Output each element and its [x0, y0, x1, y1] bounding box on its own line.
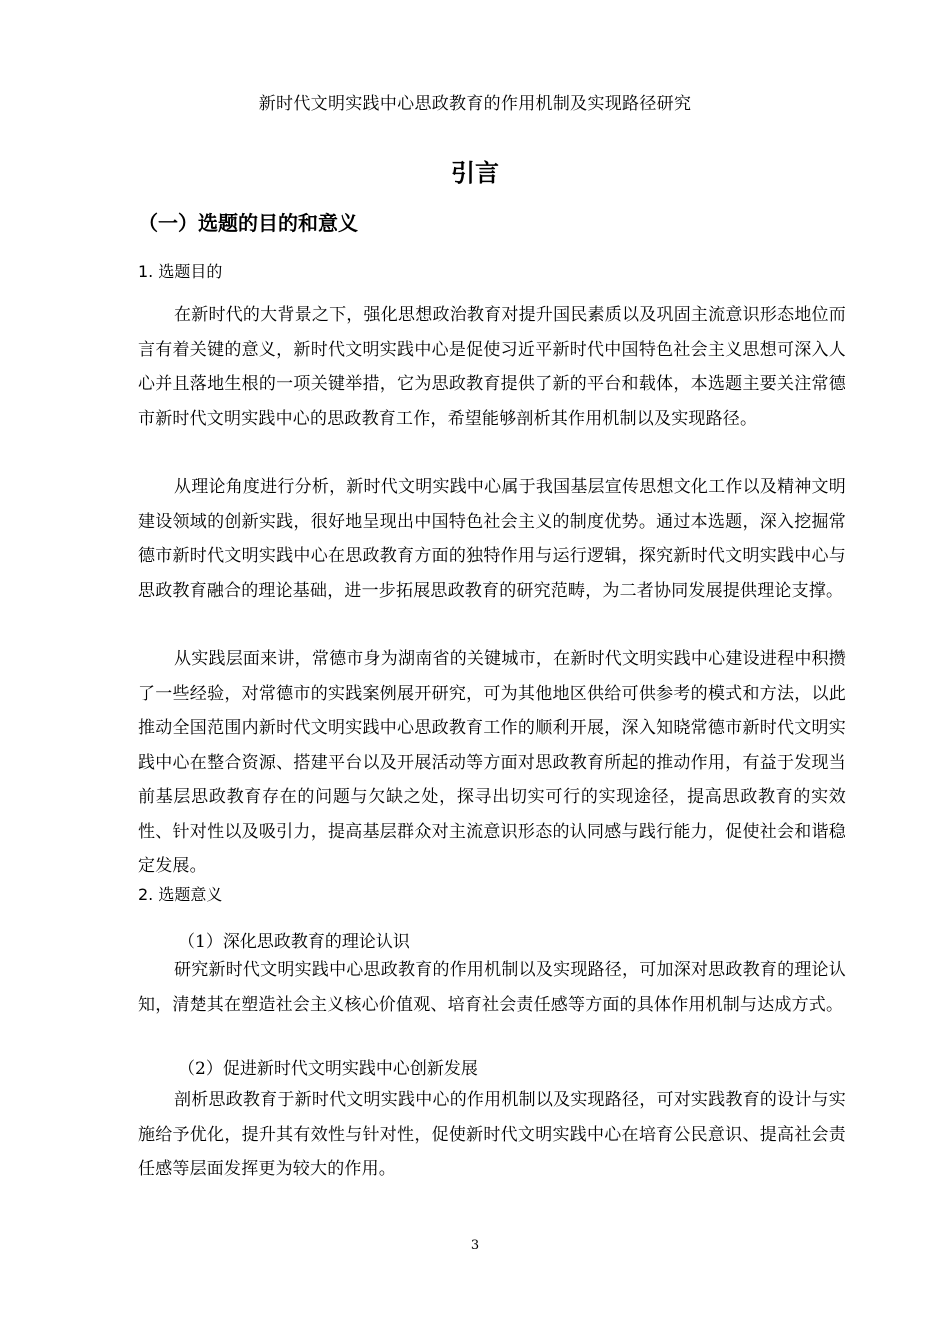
- significance-heading: 2. 选题意义: [138, 885, 223, 904]
- significance-item-2-label: （2）促进新时代文明实践中心创新发展: [178, 1059, 478, 1079]
- purpose-heading: 1. 选题目的: [138, 262, 223, 281]
- purpose-paragraph-3: 从实践层面来讲，常德市身为湖南省的关键城市，在新时代文明实践中心建设进程中积攒了一些经验，对常德市的实践案例展开研究，可为其他地区供给可供参考的模式和方法，以此推动全国范围内新时代文明实践中心思政教育工作的顺利开展，深入知晓常德市新时代文明实践中心在整合资源、搭建平台以及开展活动等方面对思政教育所起的推动作用，有益于发现当前基层思政教育存在的问题与欠缺之处，探寻出切实可行的实现途径，提高思政教育的实效性、针对性以及吸引力，提高基层群众对主流意识形态的认同感与践行能力，促使社会和谐稳定发展。: [138, 649, 846, 876]
- page-number: 3: [470, 1238, 480, 1253]
- purpose-paragraph-2: 从理论角度进行分析，新时代文明实践中心属于我国基层宣传思想文化工作以及精神文明建设领域的创新实践，很好地呈现出中国特色社会主义的制度优势。通过本选题，深入挖掘常德市新时代文明实践中心在思政教育方面的独特作用与运行逻辑，探究新时代文明实践中心与思政教育融合的理论基础，进一步拓展思政教育的研究范畴，为二者协同发展提供理论支撑。: [138, 477, 846, 601]
- chapter-title: 引言: [451, 159, 499, 187]
- significance-item-1-text: 研究新时代文明实践中心思政教育的作用机制以及实现路径，可加深对思政教育的理论认知，清楚其在塑造社会主义核心价值观、培育社会责任感等方面的具体作用机制与达成方式。: [138, 960, 846, 1015]
- significance-item-1-label: （1）深化思政教育的理论认识: [178, 932, 410, 952]
- significance-item-2-text: 剖析思政教育于新时代文明实践中心的作用机制以及实现路径，可对实践教育的设计与实施给予优化，提升其有效性与针对性，促使新时代文明实践中心在培育公民意识、提高社会责任感等层面发挥更为较大的作用。: [138, 1090, 846, 1179]
- purpose-paragraph-1: 在新时代的大背景之下，强化思想政治教育对提升国民素质以及巩固主流意识形态地位而言有着关键的意义，新时代文明实践中心是促使习近平新时代中国特色社会主义思想可深入人心并且落地生根的一项关键举措，它为思政教育提供了新的平台和载体，本选题主要关注常德市新时代文明实践中心的思政教育工作，希望能够剖析其作用机制以及实现路径。: [138, 305, 846, 429]
- section-heading: （一）选题的目的和意义: [138, 211, 358, 235]
- running-header: 新时代文明实践中心思政教育的作用机制及实现路径研究: [258, 94, 692, 114]
